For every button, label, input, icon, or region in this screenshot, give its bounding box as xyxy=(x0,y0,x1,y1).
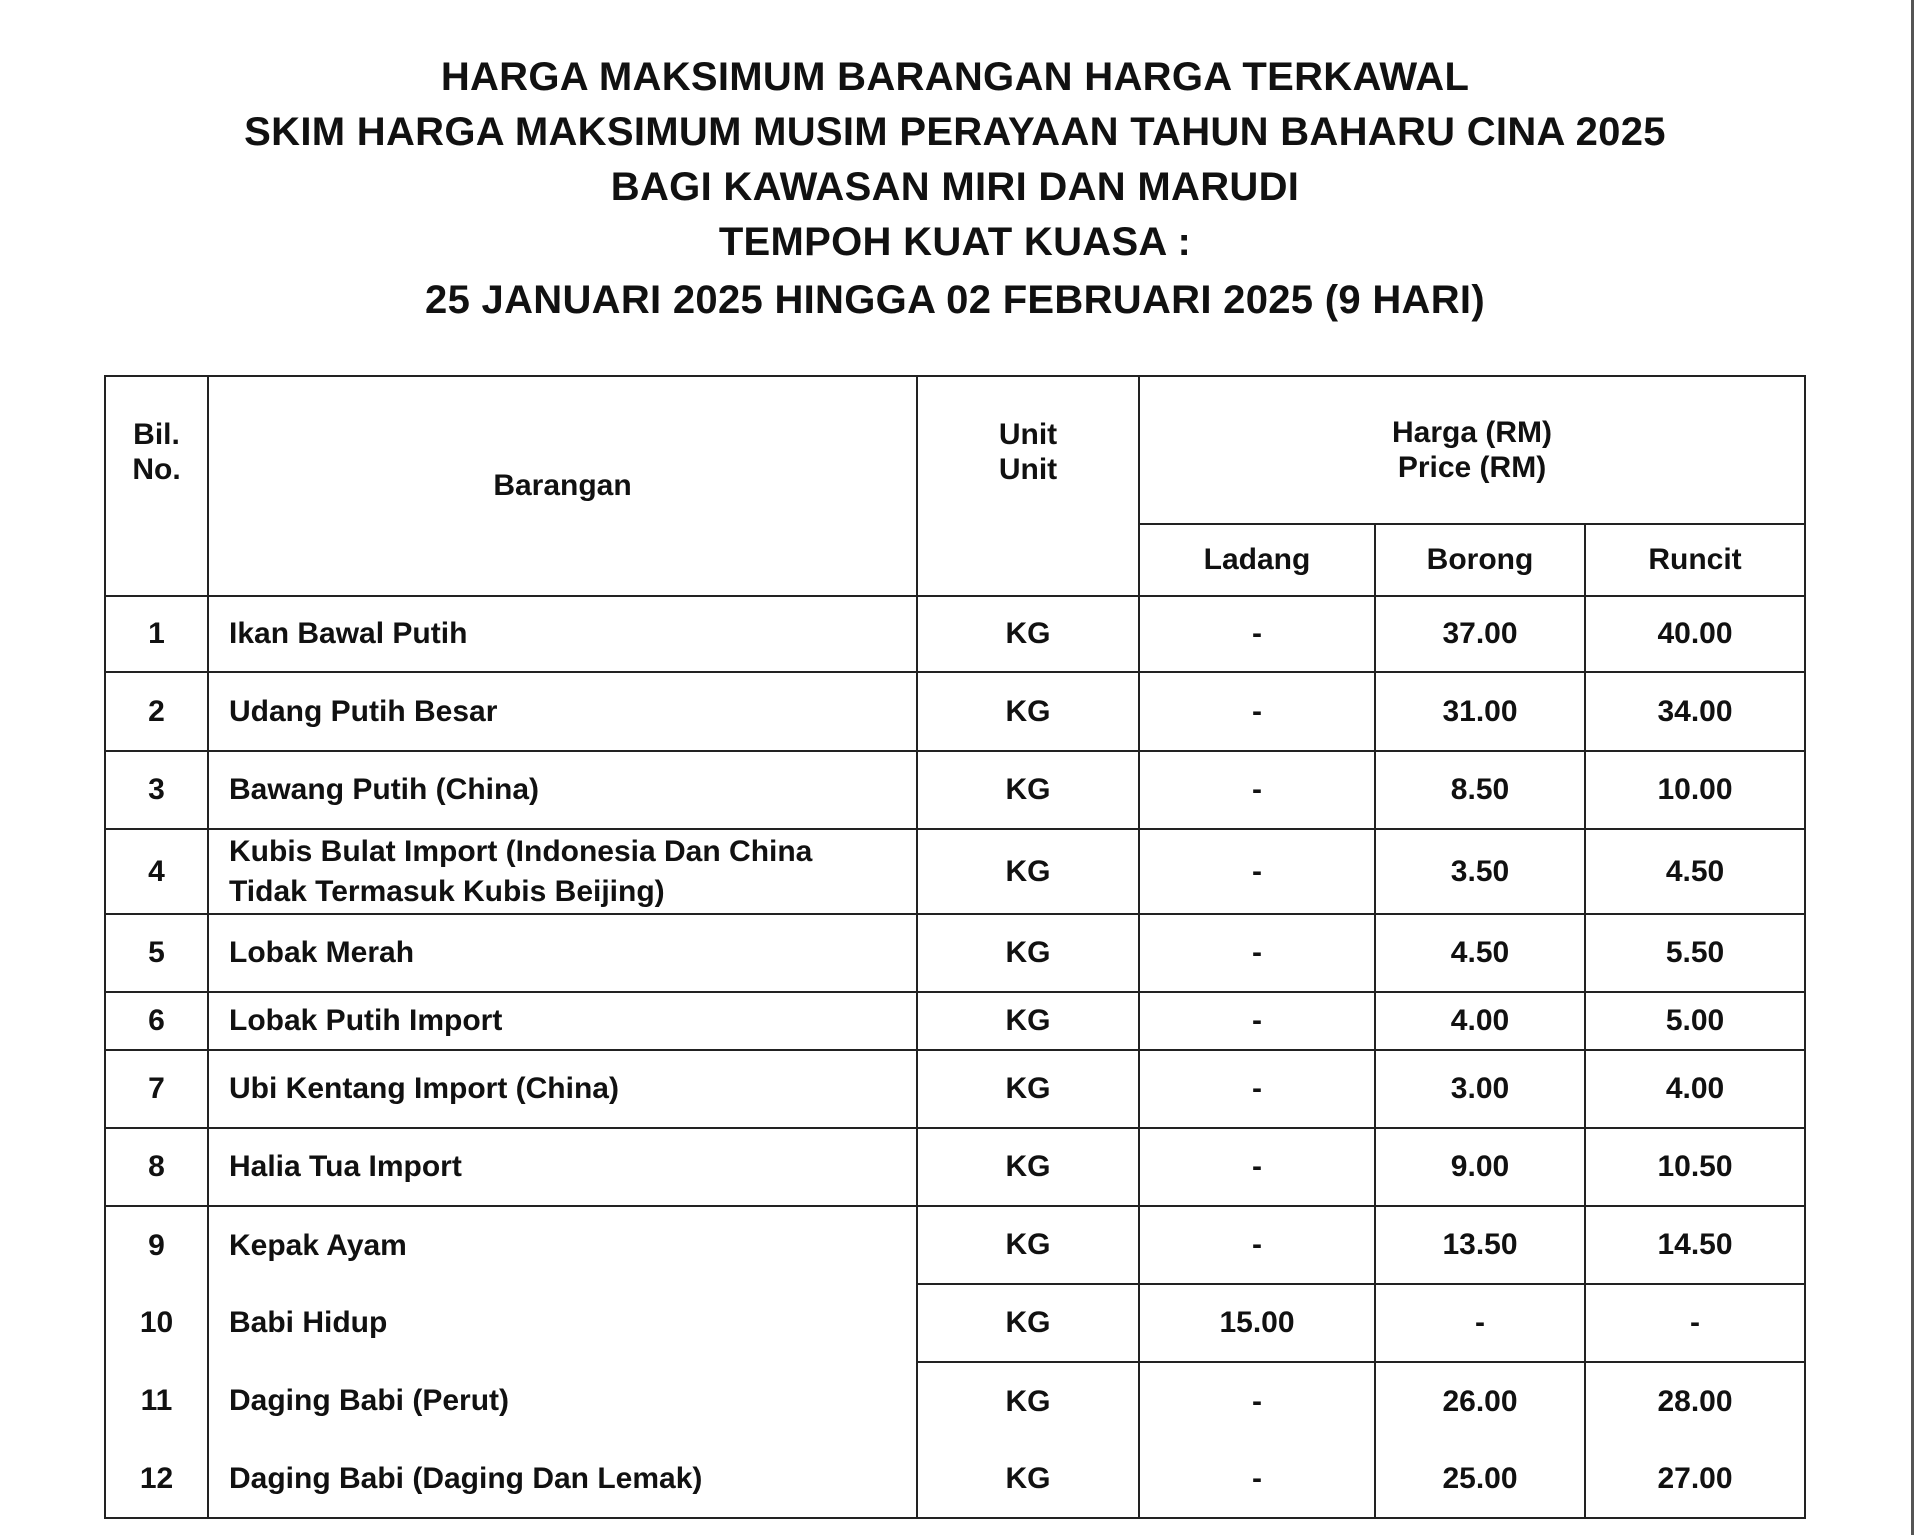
page-edge-divider xyxy=(1911,0,1914,1535)
row-runcit: 28.00 xyxy=(1585,1362,1805,1440)
row-no: 3 xyxy=(105,751,208,829)
table-row xyxy=(105,1050,1805,1128)
row-unit: KG xyxy=(917,596,1139,672)
table-row xyxy=(105,1440,1805,1518)
row-item: Daging Babi (Daging Dan Lemak) xyxy=(208,1440,917,1518)
row-no: 10 xyxy=(105,1284,208,1362)
row-ladang: - xyxy=(1139,1050,1375,1128)
table-row xyxy=(105,1206,1805,1284)
row-runcit: 40.00 xyxy=(1585,596,1805,672)
row-runcit: 4.00 xyxy=(1585,1050,1805,1128)
row-unit: KG xyxy=(917,914,1139,992)
row-runcit: - xyxy=(1585,1284,1805,1362)
row-ladang: - xyxy=(1139,1362,1375,1440)
row-borong: 25.00 xyxy=(1375,1440,1585,1518)
row-item: Ubi Kentang Import (China) xyxy=(208,1050,917,1128)
row-borong: 13.50 xyxy=(1375,1206,1585,1284)
title-line-1: HARGA MAKSIMUM BARANGAN HARGA TERKAWAL xyxy=(440,55,1470,99)
row-ladang: - xyxy=(1139,1440,1375,1518)
header-ladang: Ladang xyxy=(1139,524,1375,596)
row-runcit: 34.00 xyxy=(1585,672,1805,751)
row-borong: 31.00 xyxy=(1375,672,1585,751)
row-no: 5 xyxy=(105,914,208,992)
price-table xyxy=(104,375,1806,1519)
row-item: Babi Hidup xyxy=(208,1284,917,1362)
row-runcit: 4.50 xyxy=(1585,829,1805,914)
table-row xyxy=(105,1128,1805,1206)
header-unit-line2: Unit xyxy=(998,453,1058,486)
header-runcit: Runcit xyxy=(1585,524,1805,596)
row-ladang: - xyxy=(1139,1128,1375,1206)
table-row xyxy=(105,596,1805,672)
row-borong: 26.00 xyxy=(1375,1362,1585,1440)
row-unit: KG xyxy=(917,1050,1139,1128)
row-no: 4 xyxy=(105,829,208,914)
header-bil-line2: No. xyxy=(132,453,181,486)
title-line-5: 25 JANUARI 2025 HINGGA 02 FEBRUARI 2025 (9 HARI) xyxy=(425,278,1485,322)
row-borong: 3.50 xyxy=(1375,829,1585,914)
row-runcit: 10.50 xyxy=(1585,1128,1805,1206)
row-borong: 8.50 xyxy=(1375,751,1585,829)
row-item: Ikan Bawal Putih xyxy=(208,596,917,672)
header-barangan: Barangan xyxy=(208,376,917,596)
row-unit: KG xyxy=(917,829,1139,914)
row-unit: KG xyxy=(917,1440,1139,1518)
table-row xyxy=(105,1362,1805,1440)
row-ladang: - xyxy=(1139,751,1375,829)
document-heading xyxy=(0,50,1910,328)
row-ladang: - xyxy=(1139,914,1375,992)
row-no: 7 xyxy=(105,1050,208,1128)
row-unit: KG xyxy=(917,1362,1139,1440)
header-borong: Borong xyxy=(1375,524,1585,596)
row-ladang: - xyxy=(1139,672,1375,751)
header-row-1 xyxy=(105,376,1805,524)
row-no: 9 xyxy=(105,1206,208,1284)
header-unit xyxy=(917,376,1139,596)
row-ladang: - xyxy=(1139,829,1375,914)
row-ladang: - xyxy=(1139,596,1375,672)
row-item: Bawang Putih (China) xyxy=(208,751,917,829)
header-unit-line1: Unit xyxy=(998,418,1058,451)
row-ladang: - xyxy=(1139,992,1375,1050)
row-runcit: 5.00 xyxy=(1585,992,1805,1050)
table-row xyxy=(105,751,1805,829)
row-item: Halia Tua Import xyxy=(208,1128,917,1206)
row-borong: 3.00 xyxy=(1375,1050,1585,1128)
row-no: 12 xyxy=(105,1440,208,1518)
table-row xyxy=(105,1284,1805,1362)
row-ladang: - xyxy=(1139,1206,1375,1284)
title-line-2: SKIM HARGA MAKSIMUM MUSIM PERAYAAN TAHUN BAHARU CINA 2025 xyxy=(244,110,1666,154)
row-unit: KG xyxy=(917,672,1139,751)
row-item: Lobak Putih Import xyxy=(208,992,917,1050)
row-item: Lobak Merah xyxy=(208,914,917,992)
row-item-line2: Tidak Termasuk Kubis Beijing) xyxy=(229,874,665,908)
header-bil-line1: Bil. xyxy=(133,418,180,451)
header-bil xyxy=(105,376,208,596)
row-unit: KG xyxy=(917,992,1139,1050)
row-item: Udang Putih Besar xyxy=(208,672,917,751)
table-row xyxy=(105,914,1805,992)
row-item-line1: Kubis Bulat Import (Indonesia Dan China xyxy=(229,834,813,868)
row-runcit: 5.50 xyxy=(1585,914,1805,992)
row-unit: KG xyxy=(917,1128,1139,1206)
row-item xyxy=(208,829,917,914)
title-line-3: BAGI KAWASAN MIRI DAN MARUDI xyxy=(610,165,1300,209)
header-harga xyxy=(1139,376,1805,524)
row-no: 2 xyxy=(105,672,208,751)
row-no: 11 xyxy=(105,1362,208,1440)
table-row xyxy=(105,992,1805,1050)
row-runcit: 10.00 xyxy=(1585,751,1805,829)
row-unit: KG xyxy=(917,751,1139,829)
table-row xyxy=(105,829,1805,914)
row-borong: 4.50 xyxy=(1375,914,1585,992)
row-unit: KG xyxy=(917,1284,1139,1362)
row-unit: KG xyxy=(917,1206,1139,1284)
row-borong: 37.00 xyxy=(1375,596,1585,672)
row-no: 8 xyxy=(105,1128,208,1206)
row-runcit: 14.50 xyxy=(1585,1206,1805,1284)
row-borong: - xyxy=(1375,1284,1585,1362)
table-row xyxy=(105,672,1805,751)
header-harga-line2: Price (RM) xyxy=(1397,451,1547,484)
row-runcit: 27.00 xyxy=(1585,1440,1805,1518)
row-no: 1 xyxy=(105,596,208,672)
row-ladang: 15.00 xyxy=(1139,1284,1375,1362)
row-item: Daging Babi (Perut) xyxy=(208,1362,917,1440)
title-line-4: TEMPOH KUAT KUASA : xyxy=(718,220,1192,264)
row-borong: 9.00 xyxy=(1375,1128,1585,1206)
row-no: 6 xyxy=(105,992,208,1050)
header-harga-line1: Harga (RM) xyxy=(1392,416,1553,449)
row-item: Kepak Ayam xyxy=(208,1206,917,1284)
row-borong: 4.00 xyxy=(1375,992,1585,1050)
